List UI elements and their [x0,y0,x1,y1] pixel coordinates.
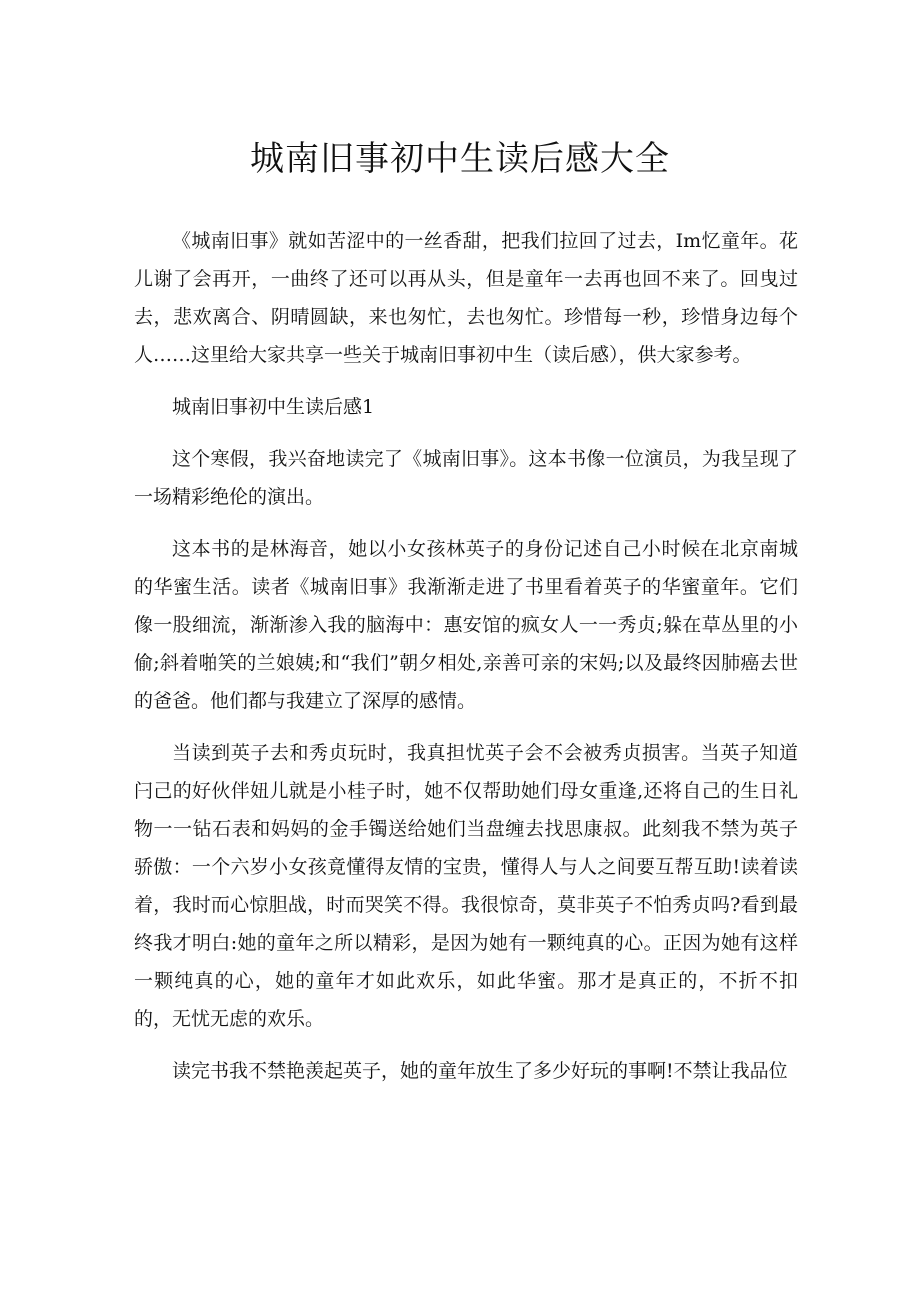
document-body [134,222,798,1104]
body-paragraph: 这个寒假，我兴奋地读完了《城南旧事》。这本书像一位演员，为我呈现了一场精彩绝伦的演出。 [134,448,798,508]
section-heading: 城南旧事初中生读后感1 [172,396,375,418]
body-paragraph: 当读到英子去和秀贞玩时，我真担忧英子会不会被秀贞损害。当英子知道闩己的好伙伴妞儿就是小桂子时，她不仅帮助她们母女重逢,还将自己的生日礼物一一钻石表和妈妈的金手镯送给她们当盘缠去找思康叔。此刻我不禁为英子骄傲：一个六岁小女孩竟懂得友情的宝贵，懂得人与人之间要互帮互助!读着读着，我时而心惊胆战，时而哭笑不得。我很惊奇，莫非英子不怕秀贞吗?看到最终我才明白:她的童年之所以精彩，是因为她有一颗纯真的心。正因为她有这样一颗纯真的心，她的童年才如此欢乐，如此华蜜。那才是真正的，不折不扣的，无忧无虑的欢乐。 [134,742,798,1030]
body-paragraph: 读完书我不禁艳羡起英子，她的童年放生了多少好玩的事啊!不禁让我品位 [172,1060,788,1082]
body-paragraph: 这本书的是林海音，她以小女孩林英子的身份记述自己小时候在北京南城的华蜜生活。读者《城南旧事》我渐渐走进了书里看着英子的华蜜童年。它们像一股细流，渐渐渗入我的脑海中：惠安馆的疯女人一一秀贞;躲在草丛里的小偷;斜着啪笑的兰娘姨;和“我们”朝夕相处,亲善可亲的宋妈;以及最终因肺癌去世的爸爸。他们都与我建立了深厚的感情。 [134,538,798,712]
intro-paragraph: 《城南旧事》就如苦涩中的一丝香甜，把我们拉回了过去，Im忆童年。花儿谢了会再开，一曲终了还可以再从头，但是童年一去再也回不来了。回曳过去，悲欢离合、阴晴圆缺，来也匆忙，去也匆忙。珍惜每一秒，珍惜身边每个人……这里给大家共享一些关于城南旧事初中生（读后感），供大家参考。 [134,230,798,366]
document-title: 城南旧事初中生读后感大全 [250,139,670,179]
